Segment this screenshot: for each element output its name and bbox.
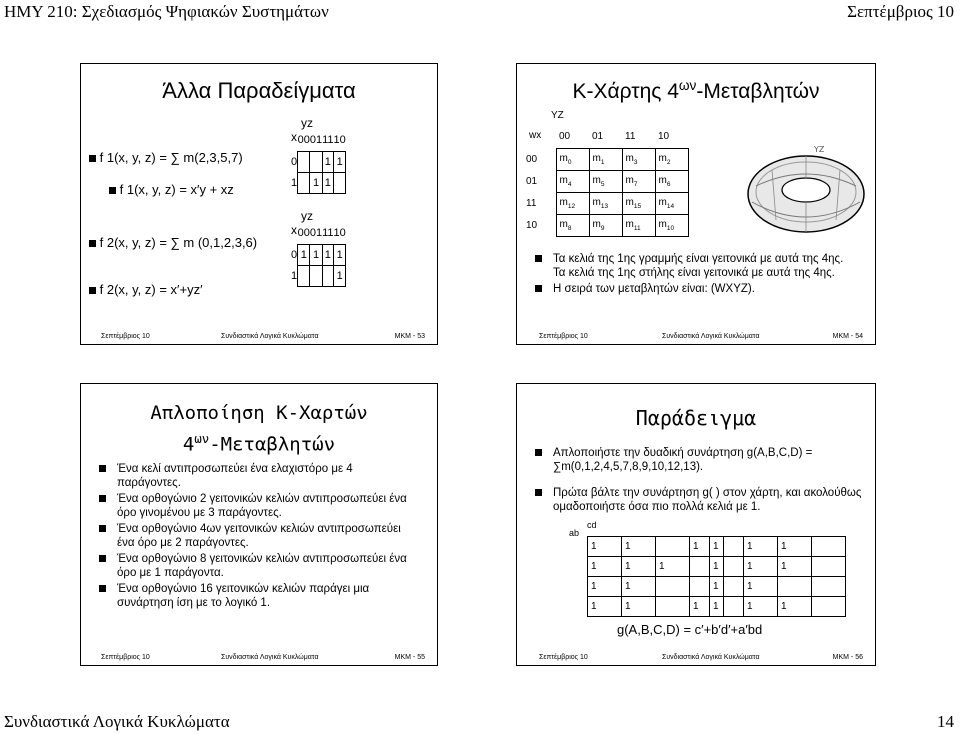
slide-54-bullets	[531, 252, 851, 298]
bullet-1-cell: Ένα κελί αντιπροσωπεύει ένα ελαχιστόρο με 4 παράγοντες.	[95, 462, 417, 490]
cd-label: cd	[587, 520, 597, 530]
slide-53: Άλλα Παραδείγματα f 1(x, y, z) = ∑ m(2,3,5,7) f 1(x, y, z) = x′y + xz f 2(x, y, z) = ∑ m (0,1,2,3,6) f 2(x, y, z) = x′+yz′ yz x 00 01 11 10 0 1 1 1 1 1 yz x 00 01 11 10 0 1 1 1 1 1 1 Σεπτέμβριος 10 Συνδιαστικά Λογικά Κυκλώματα ΜΚΜ - 53	[80, 63, 438, 345]
bullet-8-cells: Ένα ορθογώνιο 8 γειτονικών κελιών αντιπροσωπεύει ένα όρο με 1 παράγοντα.	[95, 552, 417, 580]
page-header-left: ΗΜΥ 210: Σχεδιασμός Ψηφιακών Συστημάτων	[4, 2, 329, 21]
f2-definition: f 2(x, y, z) = ∑ m (0,1,2,3,6)	[89, 235, 257, 250]
bullet-icon	[89, 155, 96, 162]
bullet-variable-order: Η σειρά των μεταβλητών είναι: (WXYZ).	[531, 282, 851, 296]
result-expression: g(A,B,C,D) = c′+b′d′+a′bd	[617, 622, 763, 637]
x-label: x	[291, 130, 297, 144]
bullet-2-cells: Ένα ορθογώνιο 2 γειτονικών κελιών αντιπροσωπεύει ένα όρο γινομένου με 3 παράγοντες.	[95, 492, 417, 520]
bullet-icon	[109, 187, 116, 194]
slide-number: ΜΚΜ - 53	[394, 333, 425, 340]
slide-title: Παράδειγμα	[635, 406, 757, 430]
bullet-16-cells: Ένα ορθογώνιο 16 γειτονικών κελιών παράγει μια συνάρτηση ίση με το λογικό 1.	[95, 582, 417, 610]
f1-minimized: f 1(x, y, z) = x′y + xz	[109, 182, 234, 197]
page-footer-left: Συνδιαστικά Λογικά Κυκλώματα	[4, 712, 230, 731]
bullet-icon	[89, 240, 96, 247]
page-header-right: Σεπτέμβριος 10	[847, 2, 954, 21]
slide-title: Κ-Χάρτης $4^{\omega\nu}$-Μεταβλητών	[572, 78, 820, 103]
slide-number: ΜΚΜ - 56	[832, 654, 863, 661]
slide-54	[516, 63, 876, 345]
slide-55-bullets	[95, 462, 417, 612]
slide-footer-title: Συνδιαστικά Λογικά Κυκλώματα	[221, 654, 319, 661]
yz-label: yz	[301, 116, 313, 130]
x-label: x	[291, 223, 297, 237]
yz-label: YZ	[551, 110, 564, 121]
bullet-icon	[89, 287, 96, 294]
slide-56	[516, 383, 876, 666]
f2-minimized: f 2(x, y, z) = x′+yz′	[89, 282, 203, 297]
kmap-g-right: 1 1 1 1 1 1 1 1 1 1 1	[709, 536, 846, 617]
slide-title: Άλλα Παραδείγματα	[162, 78, 356, 103]
kmap-4var: 00 01 11 10 00 $m_0$ $m_1$ $m_3$ $m_2$ 01 $m_4$ $m_5$ $m_7$ $m_6$ 11 $m_{12}$ $m_{13}$ $m_{15}$ $m_{14}$ 10 $m_8$ $m_9$ $m_{11}$ $m_{10}$	[523, 126, 689, 237]
bullet-map-first: Πρώτα βάλτε την συνάρτηση g( ) στον χάρτη, και ακολούθως ομαδοποιήστε όσα πιο πολλά κελιά με 1.	[531, 486, 865, 514]
bullet-simplify: Απλοποιήστε την δυαδική συνάρτηση g(A,B,C,D) = ∑m(0,1,2,4,5,7,8,9,10,12,13).	[531, 446, 865, 474]
bullet-4-cells: Ένα ορθογώνιο 4ων γειτονικών κελιών αντιπροσωπεύει ένα όρο με 2 παράγοντες.	[95, 522, 417, 550]
torus-yz-label: YZ	[814, 145, 825, 154]
slide-date: Σεπτέμβριος 10	[539, 654, 588, 661]
slide-date: Σεπτέμβριος 10	[101, 333, 150, 340]
wx-label: wx	[529, 130, 542, 141]
slide-55	[80, 383, 438, 666]
slide-date: Σεπτέμβριος 10	[539, 333, 588, 340]
slide-footer-title: Συνδιαστικά Λογικά Κυκλώματα	[662, 333, 760, 340]
f1-definition: f 1(x, y, z) = ∑ m(2,3,5,7)	[89, 150, 243, 165]
yz-label: yz	[301, 209, 313, 223]
slide-footer-title: Συνδιαστικά Λογικά Κυκλώματα	[221, 333, 319, 340]
torus-illustration	[742, 142, 872, 242]
bullet-adjacency: Τα κελιά της 1ης γραμμής είναι γειτονικά με αυτά της 4ης. Τα κελιά της 1ης στήλης είναι γειτονικά με αυτά της 4ης.	[531, 252, 851, 280]
slide-number: ΜΚΜ - 54	[832, 333, 863, 340]
slide-date: Σεπτέμβριος 10	[101, 654, 150, 661]
slide-number: ΜΚΜ - 55	[394, 654, 425, 661]
ab-label: ab	[569, 528, 580, 538]
page-number: 14	[937, 712, 954, 731]
slide-footer-title: Συνδιαστικά Λογικά Κυκλώματα	[662, 654, 760, 661]
kmap-g: 1 1 1 1 1 1 1 1 1 1 1	[587, 536, 724, 617]
slide-56-bullets	[531, 446, 865, 516]
slide-title: Απλοποίηση Κ-Χαρτών $4^{\omega\nu}$-Μεταβλητών	[150, 402, 368, 456]
